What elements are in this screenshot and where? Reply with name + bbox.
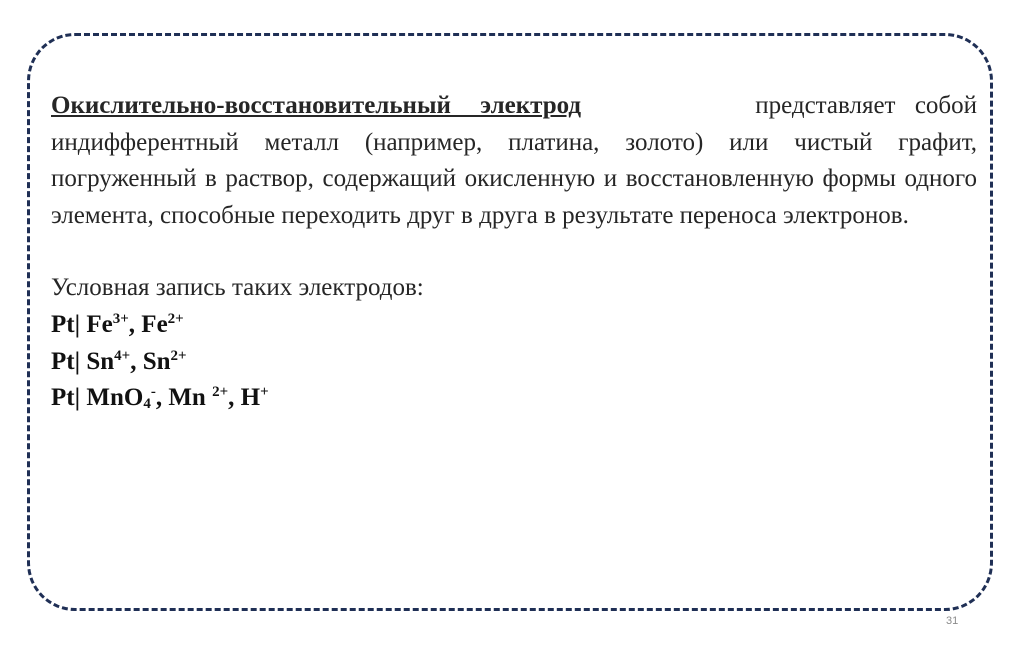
species-mno4: MnO$_4$-, [86, 384, 163, 413]
species-sn2: $Sn^{2+}$ [142, 347, 187, 375]
formula-metal: Pt| [51, 310, 81, 338]
definition-paragraph [51, 88, 977, 234]
page-number: 31 [946, 615, 959, 627]
species-h: H+ [240, 384, 269, 412]
species-fe3: $Fe^{3+}$, [86, 310, 136, 338]
formula-sn [51, 344, 977, 381]
formula-metal: Pt| [51, 384, 81, 412]
formula-mn [51, 380, 977, 417]
formula-fe [51, 307, 977, 344]
species-fe2: $Fe^{2+}$ [141, 310, 184, 338]
species-mn2: Mn $^{2+}$, [168, 384, 235, 412]
term-heading: Окислительно-восстановительный электрод [51, 92, 582, 119]
slide-content [51, 88, 977, 417]
formula-metal: Pt| [51, 347, 81, 375]
definition-text: представляет собой индифферентный металл (например, платина, золото) или чистый графит, погруженный в раствор, содержащий окисленную и восстановленную формы одного элемента, способные переходить друг в друга в результате переноса электронов. [51, 92, 978, 229]
species-sn4: $Sn^{4+}$, [86, 347, 137, 375]
notation-intro: Условная запись таких электродов: [51, 274, 424, 302]
